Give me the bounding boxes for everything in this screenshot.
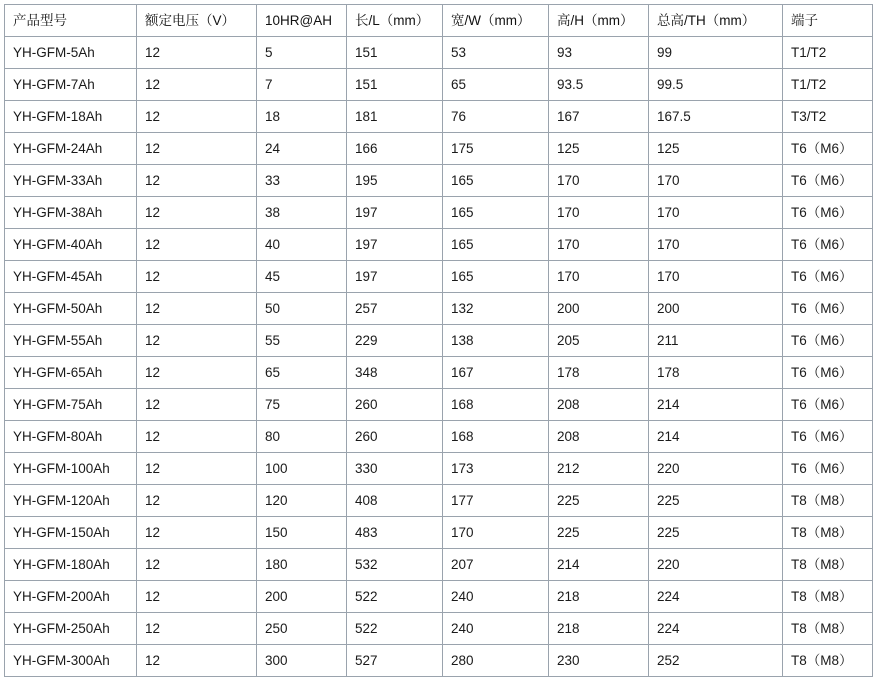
cell-terminal: T8（M8） (783, 581, 873, 613)
battery-spec-table (4, 4, 873, 677)
cell-capacity-10hr: 75 (257, 389, 347, 421)
cell-length: 229 (347, 325, 443, 357)
cell-terminal: T1/T2 (783, 37, 873, 69)
cell-model: YH-GFM-80Ah (5, 421, 137, 453)
cell-total-height: 170 (649, 229, 783, 261)
cell-model: YH-GFM-250Ah (5, 613, 137, 645)
cell-rated-voltage: 12 (137, 485, 257, 517)
cell-width: 168 (443, 389, 549, 421)
cell-capacity-10hr: 200 (257, 581, 347, 613)
cell-capacity-10hr: 5 (257, 37, 347, 69)
cell-total-height: 125 (649, 133, 783, 165)
cell-rated-voltage: 12 (137, 69, 257, 101)
cell-model: YH-GFM-7Ah (5, 69, 137, 101)
table-row (5, 517, 873, 549)
cell-terminal: T8（M8） (783, 549, 873, 581)
cell-rated-voltage: 12 (137, 165, 257, 197)
table-row (5, 453, 873, 485)
cell-capacity-10hr: 120 (257, 485, 347, 517)
cell-width: 65 (443, 69, 549, 101)
cell-model: YH-GFM-45Ah (5, 261, 137, 293)
cell-model: YH-GFM-18Ah (5, 101, 137, 133)
cell-length: 522 (347, 613, 443, 645)
cell-capacity-10hr: 40 (257, 229, 347, 261)
cell-length: 408 (347, 485, 443, 517)
cell-length: 197 (347, 229, 443, 261)
cell-rated-voltage: 12 (137, 645, 257, 677)
cell-width: 165 (443, 165, 549, 197)
cell-width: 76 (443, 101, 549, 133)
table-row (5, 69, 873, 101)
cell-height: 170 (549, 197, 649, 229)
cell-total-height: 178 (649, 357, 783, 389)
cell-height: 225 (549, 517, 649, 549)
cell-capacity-10hr: 18 (257, 101, 347, 133)
table-row (5, 325, 873, 357)
table-row (5, 293, 873, 325)
cell-capacity-10hr: 100 (257, 453, 347, 485)
cell-total-height: 200 (649, 293, 783, 325)
column-header-total-height: 总高/TH（mm） (649, 5, 783, 37)
cell-terminal: T8（M8） (783, 517, 873, 549)
cell-length: 197 (347, 261, 443, 293)
cell-rated-voltage: 12 (137, 229, 257, 261)
cell-rated-voltage: 12 (137, 261, 257, 293)
cell-terminal: T6（M6） (783, 453, 873, 485)
cell-height: 167 (549, 101, 649, 133)
cell-width: 175 (443, 133, 549, 165)
cell-terminal: T6（M6） (783, 261, 873, 293)
cell-terminal: T3/T2 (783, 101, 873, 133)
table-row (5, 37, 873, 69)
cell-model: YH-GFM-120Ah (5, 485, 137, 517)
cell-capacity-10hr: 250 (257, 613, 347, 645)
cell-model: YH-GFM-150Ah (5, 517, 137, 549)
cell-model: YH-GFM-100Ah (5, 453, 137, 485)
cell-length: 260 (347, 389, 443, 421)
cell-model: YH-GFM-5Ah (5, 37, 137, 69)
cell-total-height: 220 (649, 453, 783, 485)
cell-width: 165 (443, 261, 549, 293)
cell-length: 527 (347, 645, 443, 677)
cell-length: 181 (347, 101, 443, 133)
cell-length: 483 (347, 517, 443, 549)
cell-height: 218 (549, 581, 649, 613)
column-header-height: 高/H（mm） (549, 5, 649, 37)
cell-height: 225 (549, 485, 649, 517)
column-header-terminal: 端子 (783, 5, 873, 37)
cell-length: 151 (347, 37, 443, 69)
cell-capacity-10hr: 55 (257, 325, 347, 357)
cell-terminal: T8（M8） (783, 613, 873, 645)
table-row (5, 549, 873, 581)
cell-width: 280 (443, 645, 549, 677)
table-row (5, 165, 873, 197)
cell-width: 53 (443, 37, 549, 69)
cell-total-height: 224 (649, 581, 783, 613)
cell-height: 125 (549, 133, 649, 165)
cell-total-height: 224 (649, 613, 783, 645)
cell-capacity-10hr: 180 (257, 549, 347, 581)
cell-length: 522 (347, 581, 443, 613)
cell-model: YH-GFM-200Ah (5, 581, 137, 613)
table-row (5, 133, 873, 165)
cell-height: 93 (549, 37, 649, 69)
table-row (5, 389, 873, 421)
table-row (5, 261, 873, 293)
cell-width: 173 (443, 453, 549, 485)
cell-length: 330 (347, 453, 443, 485)
cell-model: YH-GFM-55Ah (5, 325, 137, 357)
cell-terminal: T6（M6） (783, 165, 873, 197)
cell-terminal: T1/T2 (783, 69, 873, 101)
cell-height: 212 (549, 453, 649, 485)
cell-width: 138 (443, 325, 549, 357)
cell-rated-voltage: 12 (137, 133, 257, 165)
table-row (5, 357, 873, 389)
column-header-length: 长/L（mm） (347, 5, 443, 37)
cell-width: 165 (443, 229, 549, 261)
cell-capacity-10hr: 24 (257, 133, 347, 165)
cell-capacity-10hr: 33 (257, 165, 347, 197)
cell-rated-voltage: 12 (137, 453, 257, 485)
cell-rated-voltage: 12 (137, 197, 257, 229)
cell-rated-voltage: 12 (137, 101, 257, 133)
cell-width: 168 (443, 421, 549, 453)
cell-total-height: 170 (649, 197, 783, 229)
cell-model: YH-GFM-24Ah (5, 133, 137, 165)
table-row (5, 101, 873, 133)
cell-total-height: 225 (649, 485, 783, 517)
cell-terminal: T6（M6） (783, 229, 873, 261)
cell-height: 178 (549, 357, 649, 389)
cell-length: 195 (347, 165, 443, 197)
cell-terminal: T8（M8） (783, 645, 873, 677)
cell-height: 218 (549, 613, 649, 645)
cell-capacity-10hr: 45 (257, 261, 347, 293)
cell-total-height: 167.5 (649, 101, 783, 133)
cell-capacity-10hr: 65 (257, 357, 347, 389)
cell-capacity-10hr: 300 (257, 645, 347, 677)
column-header-capacity-10hr: 10HR@AH (257, 5, 347, 37)
cell-total-height: 211 (649, 325, 783, 357)
cell-rated-voltage: 12 (137, 613, 257, 645)
cell-terminal: T6（M6） (783, 293, 873, 325)
cell-width: 240 (443, 581, 549, 613)
cell-length: 166 (347, 133, 443, 165)
cell-height: 230 (549, 645, 649, 677)
cell-height: 170 (549, 165, 649, 197)
cell-length: 348 (347, 357, 443, 389)
table-header (5, 5, 873, 37)
cell-terminal: T6（M6） (783, 325, 873, 357)
cell-rated-voltage: 12 (137, 389, 257, 421)
cell-terminal: T6（M6） (783, 133, 873, 165)
table-row (5, 421, 873, 453)
cell-height: 93.5 (549, 69, 649, 101)
cell-capacity-10hr: 50 (257, 293, 347, 325)
cell-rated-voltage: 12 (137, 581, 257, 613)
table-header-row (5, 5, 873, 37)
cell-model: YH-GFM-180Ah (5, 549, 137, 581)
cell-model: YH-GFM-40Ah (5, 229, 137, 261)
cell-model: YH-GFM-38Ah (5, 197, 137, 229)
table-row (5, 613, 873, 645)
column-header-width: 宽/W（mm） (443, 5, 549, 37)
cell-total-height: 225 (649, 517, 783, 549)
cell-capacity-10hr: 80 (257, 421, 347, 453)
cell-height: 208 (549, 421, 649, 453)
cell-rated-voltage: 12 (137, 37, 257, 69)
cell-total-height: 220 (649, 549, 783, 581)
cell-rated-voltage: 12 (137, 421, 257, 453)
cell-terminal: T6（M6） (783, 357, 873, 389)
cell-width: 132 (443, 293, 549, 325)
cell-rated-voltage: 12 (137, 293, 257, 325)
cell-total-height: 252 (649, 645, 783, 677)
cell-length: 260 (347, 421, 443, 453)
cell-total-height: 214 (649, 421, 783, 453)
cell-length: 532 (347, 549, 443, 581)
cell-rated-voltage: 12 (137, 517, 257, 549)
cell-total-height: 99 (649, 37, 783, 69)
cell-terminal: T6（M6） (783, 389, 873, 421)
cell-capacity-10hr: 150 (257, 517, 347, 549)
column-header-model: 产品型号 (5, 5, 137, 37)
cell-height: 200 (549, 293, 649, 325)
cell-capacity-10hr: 38 (257, 197, 347, 229)
cell-width: 240 (443, 613, 549, 645)
cell-total-height: 170 (649, 261, 783, 293)
cell-terminal: T6（M6） (783, 197, 873, 229)
cell-length: 197 (347, 197, 443, 229)
cell-model: YH-GFM-75Ah (5, 389, 137, 421)
table-row (5, 645, 873, 677)
cell-length: 257 (347, 293, 443, 325)
cell-width: 170 (443, 517, 549, 549)
cell-total-height: 170 (649, 165, 783, 197)
cell-model: YH-GFM-65Ah (5, 357, 137, 389)
cell-width: 165 (443, 197, 549, 229)
cell-terminal: T6（M6） (783, 421, 873, 453)
table-body (5, 37, 873, 677)
cell-height: 170 (549, 229, 649, 261)
cell-model: YH-GFM-50Ah (5, 293, 137, 325)
table-row (5, 229, 873, 261)
cell-length: 151 (347, 69, 443, 101)
cell-width: 207 (443, 549, 549, 581)
cell-rated-voltage: 12 (137, 357, 257, 389)
cell-total-height: 214 (649, 389, 783, 421)
cell-height: 208 (549, 389, 649, 421)
cell-height: 205 (549, 325, 649, 357)
cell-height: 214 (549, 549, 649, 581)
table-row (5, 197, 873, 229)
cell-rated-voltage: 12 (137, 325, 257, 357)
cell-height: 170 (549, 261, 649, 293)
table-row (5, 485, 873, 517)
cell-width: 177 (443, 485, 549, 517)
cell-total-height: 99.5 (649, 69, 783, 101)
cell-rated-voltage: 12 (137, 549, 257, 581)
cell-terminal: T8（M8） (783, 485, 873, 517)
table-row (5, 581, 873, 613)
column-header-rated-voltage: 额定电压（V） (137, 5, 257, 37)
cell-model: YH-GFM-300Ah (5, 645, 137, 677)
cell-capacity-10hr: 7 (257, 69, 347, 101)
cell-width: 167 (443, 357, 549, 389)
cell-model: YH-GFM-33Ah (5, 165, 137, 197)
